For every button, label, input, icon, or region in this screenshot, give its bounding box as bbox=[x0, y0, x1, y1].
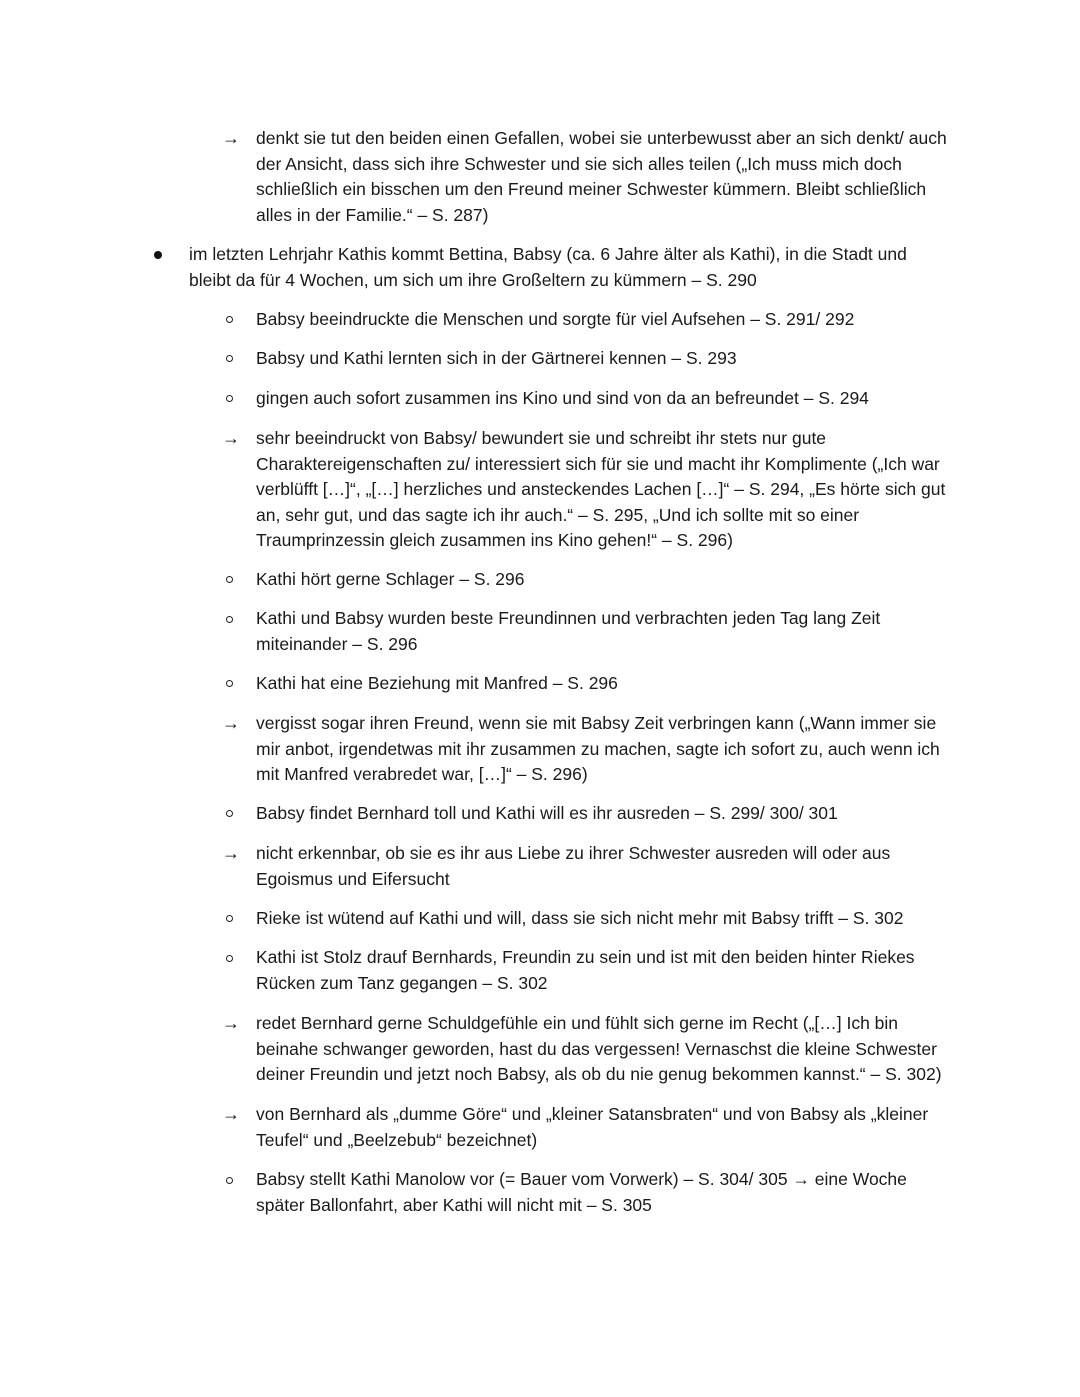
arrow-item bbox=[222, 1011, 956, 1088]
item-text: sehr beeindruckt von Babsy/ bewundert sie und schreibt ihr stets nur gute Charaktereigenschaften zu/ interessiert sich für sie und macht ihr Komplimente („Ich war verblüfft […]“, „[…] herzliches und ansteckendes Lachen […]“ – S. 294, „Es hörte sich gut an, sehr gut, und das sagte ich ihr auch.“ – S. 295, „Und ich sollte mit so einer Traumprinzessin gleich zusammen ins Kino gehen!“ – S. 296) bbox=[256, 428, 946, 550]
item-text: von Bernhard als „dumme Göre“ und „kleiner Satansbraten“ und von Babsy als „kleiner Teufel“ und „Beelzebub“ bezeichnet) bbox=[256, 1104, 929, 1150]
circle-bullet-icon bbox=[226, 955, 233, 962]
arrow-icon: → bbox=[222, 1013, 240, 1033]
circle-item bbox=[256, 671, 956, 697]
circle-bullet-icon bbox=[226, 915, 233, 922]
arrow-item bbox=[222, 426, 956, 554]
item-text: vergisst sogar ihren Freund, wenn sie mit Babsy Zeit verbringen kann („Wann immer sie mir anbot, irgendetwas mit ihr zusammen zu machen, sagte ich sofort zu, auch wenn ich mit Manfred verabredet war, […]“ – S. 296) bbox=[256, 713, 940, 784]
arrow-icon: → bbox=[222, 1104, 240, 1124]
arrow-item bbox=[222, 711, 956, 788]
circle-item bbox=[256, 567, 956, 593]
item-text: Babsy beeindruckte die Menschen und sorgte für viel Aufsehen – S. 291/ 292 bbox=[256, 309, 855, 329]
arrow-icon: → bbox=[222, 128, 240, 148]
item-text: nicht erkennbar, ob sie es ihr aus Liebe zu ihrer Schwester ausreden will oder aus Egoismus und Eifersucht bbox=[256, 843, 891, 889]
circle-item bbox=[256, 346, 956, 372]
circle-bullet-icon bbox=[226, 355, 233, 362]
circle-bullet-icon bbox=[226, 680, 233, 687]
circle-bullet-icon bbox=[226, 810, 233, 817]
item-text: Babsy und Kathi lernten sich in der Gärtnerei kennen – S. 293 bbox=[256, 348, 737, 368]
circle-item bbox=[256, 945, 956, 996]
circle-bullet-icon bbox=[226, 316, 233, 323]
item-text: gingen auch sofort zusammen ins Kino und sind von da an befreundet – S. 294 bbox=[256, 388, 869, 408]
bullet-item bbox=[189, 242, 929, 293]
item-text: im letzten Lehrjahr Kathis kommt Bettina, Babsy (ca. 6 Jahre älter als Kathi), in die Stadt und bleibt da für 4 Wochen, um sich um ihre Großeltern zu kümmern – S. 290 bbox=[189, 244, 907, 290]
circle-bullet-icon bbox=[226, 1177, 233, 1184]
item-text: Kathi und Babsy wurden beste Freundinnen und verbrachten jeden Tag lang Zeit miteinander – S. 296 bbox=[256, 608, 881, 654]
item-text: Kathi hat eine Beziehung mit Manfred – S. 296 bbox=[256, 673, 618, 693]
circle-item bbox=[256, 1167, 956, 1218]
circle-bullet-icon bbox=[226, 616, 233, 623]
item-text: Kathi hört gerne Schlager – S. 296 bbox=[256, 569, 525, 589]
circle-item bbox=[256, 307, 956, 333]
arrow-icon: → bbox=[222, 843, 240, 863]
circle-bullet-icon bbox=[226, 395, 233, 402]
arrow-item bbox=[222, 1102, 956, 1153]
item-text: redet Bernhard gerne Schuldgefühle ein und fühlt sich gerne im Recht („[…] Ich bin beinahe schwanger geworden, hast du das vergessen! Vernaschst die kleine Schwester deiner Freundin und jetzt noch Babsy, als ob du nie genug bekommen kannst.“ – S. 302) bbox=[256, 1013, 942, 1084]
bullet-icon bbox=[154, 251, 162, 259]
circle-item bbox=[256, 606, 956, 657]
arrow-item bbox=[222, 841, 956, 892]
item-text: Rieke ist wütend auf Kathi und will, dass sie sich nicht mehr mit Babsy trifft – S. 302 bbox=[256, 908, 904, 928]
circle-item bbox=[256, 906, 956, 932]
circle-item bbox=[256, 801, 956, 827]
item-text: Babsy findet Bernhard toll und Kathi will es ihr ausreden – S. 299/ 300/ 301 bbox=[256, 803, 838, 823]
arrow-icon: → bbox=[222, 428, 240, 448]
circle-item bbox=[256, 386, 956, 412]
arrow-icon: → bbox=[222, 713, 240, 733]
circle-bullet-icon bbox=[226, 576, 233, 583]
item-text: denkt sie tut den beiden einen Gefallen, wobei sie unterbewusst aber an sich denkt/ auch der Ansicht, dass sich ihre Schwester und sie sich alles teilen („Ich muss mich doch schließlich ein bisschen um den Freund meiner Schwester kümmern. Bleibt schließlich alles in der Familie.“ – S. 287) bbox=[256, 128, 947, 225]
arrow-item bbox=[222, 126, 956, 228]
item-text: Kathi ist Stolz drauf Bernhards, Freundin zu sein und ist mit den beiden hinter Riekes Rücken zum Tanz gegangen – S. 302 bbox=[256, 947, 915, 993]
item-text: Babsy stellt Kathi Manolow vor (= Bauer vom Vorwerk) – S. 304/ 305 → eine Woche später Ballonfahrt, aber Kathi will nicht mit – S. 305 bbox=[256, 1169, 907, 1215]
